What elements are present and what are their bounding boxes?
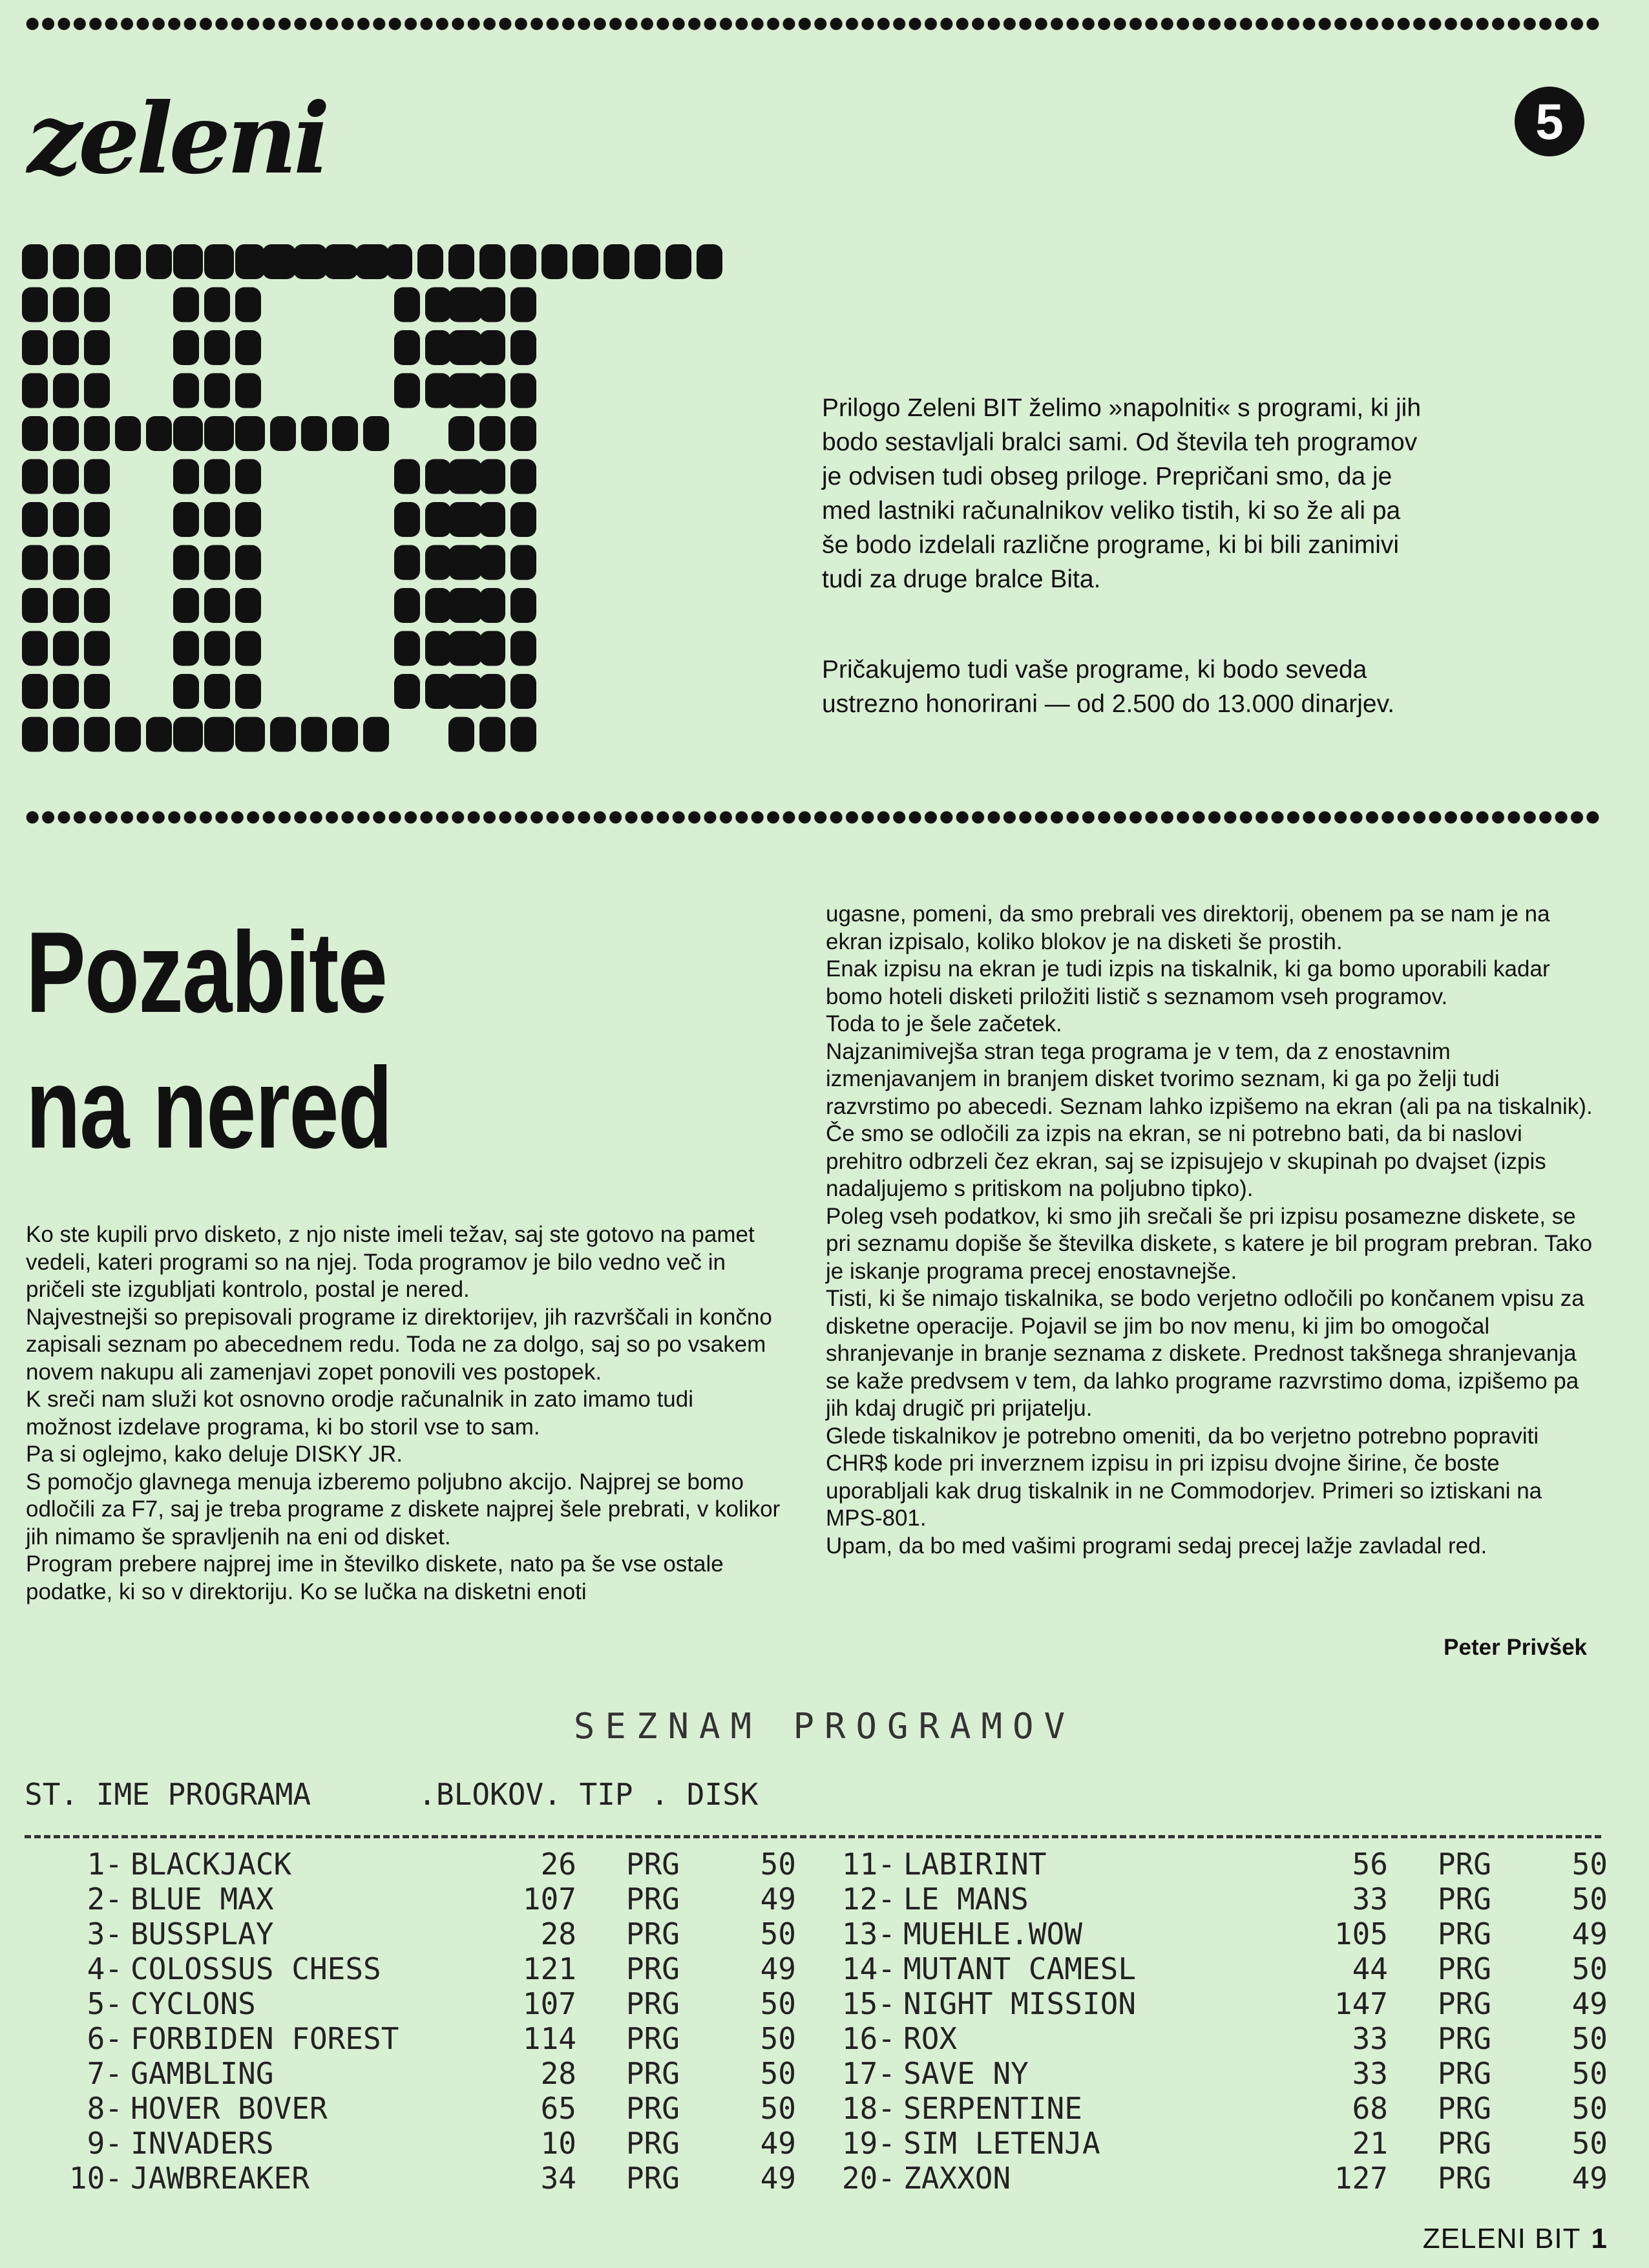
article-paragraph: Ko ste kupili prvo disketo, z njo niste imeli težav, saj ste gotovo na pamet vedeli, kateri programi so na njej. Toda programov je bilo vedno več in pričeli ste izgubljati kontrolo, postal je nered.	[26, 1222, 755, 1302]
program-blocks: 107	[522, 1986, 576, 2021]
program-blocks: 127	[1334, 2161, 1388, 2196]
program-blocks: 105	[1334, 1916, 1388, 1951]
program-blocks: 56	[1352, 1847, 1388, 1882]
program-blocks: 33	[1352, 2056, 1388, 2091]
program-tip: PRG	[1437, 1916, 1491, 1951]
program-name: BUSSPLAY	[131, 1916, 274, 1951]
program-disk: 50	[1571, 2056, 1608, 2091]
program-num: 19-	[841, 2126, 896, 2161]
program-name: ZAXXON	[903, 2161, 1011, 2196]
program-num: 10-	[68, 2161, 123, 2196]
article-author: Peter Privšek	[1444, 1635, 1587, 1660]
intro-paragraph-2: Pričakujemo tudi vaše programe, ki bodo seveda ustrezno honorirani — od 2.500 do 13.000 dinarjev.	[822, 656, 1395, 718]
program-row	[26, 2126, 796, 2161]
program-num: 16-	[841, 2021, 896, 2056]
program-num: 1-	[87, 1847, 123, 1882]
program-tip: PRG	[1437, 2056, 1491, 2091]
program-name: FORBIDEN FOREST	[131, 2021, 399, 2056]
program-blocks: 28	[540, 1916, 576, 1951]
program-num: 6-	[87, 2021, 123, 2056]
article-paragraph: Toda to je šele začetek.	[826, 1011, 1062, 1036]
program-num: 17-	[841, 2056, 896, 2091]
article-paragraph: Program prebere najprej ime in številko diskete, nato pa še vse ostale podatke, ki so v direktoriju. Ko se lučka na disketni enoti	[26, 1551, 724, 1604]
program-num: 12-	[841, 1882, 896, 1916]
program-name: COLOSSUS CHESS	[131, 1951, 381, 1986]
program-name: MUTANT CAMESL	[903, 1951, 1137, 1986]
article-paragraph: S pomočjo glavnega menuja izberemo poljubno akcijo. Najprej se bomo odločili za F7, saj je treba programe z diskete najprej šele prebrati, v kolikor jih nimamo še spravljenih na eni od disket.	[26, 1469, 781, 1549]
program-tip: PRG	[1437, 1882, 1491, 1916]
program-disk: 50	[760, 1986, 796, 2021]
program-tip: PRG	[1437, 2161, 1491, 2196]
program-name: BLACKJACK	[131, 1847, 292, 1882]
listing-header: ST. IME PROGRAMA .BLOKOV. TIP . DISK	[25, 1777, 759, 1812]
program-tip: PRG	[625, 1916, 680, 1951]
program-row	[837, 1847, 1608, 1882]
program-blocks: 114	[522, 2021, 576, 2056]
program-disk: 49	[760, 1951, 796, 1986]
program-blocks: 107	[522, 1882, 576, 1916]
program-row	[837, 2021, 1608, 2056]
article-paragraph: Najzanimivejša stran tega programa je v tem, da z enostavnim izmenjavanjem in branjem disket tvorimo seznam, ki ga po želji tudi razvrstimo po abecedi. Seznam lahko izpišemo na ekran (ali pa na tiskalnik). Če smo se odločili za izpis na ekran, se ni potrebno bati, da bi naslovi prehitro odbrzeli čez ekran, saj se izpisujejo v skupinah po dvajset (izpis nadaljujemo s pritiskom na poljubno tipko).	[826, 1038, 1593, 1201]
issue-number-badge: 5	[1515, 87, 1584, 156]
program-row	[837, 1882, 1608, 1916]
program-tip: PRG	[625, 1847, 680, 1882]
article-paragraph: K sreči nam služi kot osnovno orodje računalnik in zato imamo tudi možnost izdelave programa, ki bo storil vse to sam.	[26, 1387, 693, 1440]
program-row	[26, 1847, 796, 1882]
article-paragraph: Enak izpisu na ekran je tudi izpis na tiskalnik, ki ga bomo uporabili kadar bomo hoteli disketi priložiti listič s seznamom vseh programov.	[826, 956, 1550, 1009]
program-tip: PRG	[1437, 1847, 1491, 1882]
program-name: JAWBREAKER	[131, 2161, 310, 2196]
program-disk: 50	[760, 2021, 796, 2056]
program-disk: 50	[760, 2056, 796, 2091]
program-disk: 49	[760, 2126, 796, 2161]
program-tip: PRG	[625, 1882, 680, 1916]
program-name: SAVE NY	[903, 2056, 1029, 2091]
program-disk: 50	[1571, 1951, 1608, 1986]
program-disk: 50	[760, 2091, 796, 2126]
program-blocks: 28	[540, 2056, 576, 2091]
article-paragraph: Upam, da bo med vašimi programi sedaj precej lažje zavladal red.	[826, 1533, 1487, 1559]
program-row	[26, 2021, 796, 2056]
program-name: MUEHLE.WOW	[903, 1916, 1082, 1951]
logo-script-zeleni: zeleni	[27, 82, 327, 196]
program-blocks: 10	[540, 2126, 576, 2161]
program-row	[26, 1986, 796, 2021]
article-paragraph: Poleg vseh podatkov, ki smo jih srečali še pri izpisu posamezne diskete, se pri seznamu dopiše še številka diskete, s katere je bil program prebran. Tako je iskanje programa precej enostavnejše.	[826, 1203, 1593, 1284]
program-blocks: 21	[1352, 2126, 1388, 2161]
program-tip: PRG	[1437, 2091, 1491, 2126]
program-row	[26, 1916, 796, 1951]
program-name: HOVER BOVER	[131, 2091, 328, 2126]
program-blocks: 34	[540, 2161, 576, 2196]
article-paragraph: Glede tiskalnikov je potrebno omeniti, da bo verjetno potrebno popraviti CHR$ kode pri inverznem izpisu in pri izpisu dvojne širine, če boste uporabljali kak drug tiskalnik in ne Commodorjev. Primeri so iztiskani na MPS-801.	[826, 1423, 1542, 1531]
program-name: SIM LETENJA	[903, 2126, 1100, 2161]
program-disk: 49	[760, 2161, 796, 2196]
program-tip: PRG	[625, 2091, 680, 2126]
program-blocks: 44	[1352, 1951, 1388, 1986]
program-blocks: 26	[540, 1847, 576, 1882]
program-num: 20-	[841, 2161, 896, 2196]
program-row	[26, 1951, 796, 1986]
program-blocks: 147	[1334, 1986, 1388, 2021]
dotted-rule-top	[25, 17, 1601, 31]
program-disk: 50	[760, 1847, 796, 1882]
program-disk: 50	[760, 1916, 796, 1951]
program-list-left	[26, 1847, 796, 2196]
program-row	[26, 2161, 796, 2196]
program-disk: 50	[1571, 1882, 1608, 1916]
program-num: 11-	[841, 1847, 896, 1882]
program-row	[837, 1951, 1608, 1986]
program-disk: 50	[1571, 2091, 1608, 2126]
program-disk: 49	[1571, 1986, 1608, 2021]
dotted-rule-middle	[25, 810, 1601, 824]
program-tip: PRG	[625, 2161, 680, 2196]
program-name: LABIRINT	[903, 1847, 1047, 1882]
program-disk: 49	[1571, 1916, 1608, 1951]
program-name: SERPENTINE	[903, 2091, 1082, 2126]
footer-section-name: ZELENI BIT	[1422, 2223, 1581, 2254]
program-num: 8-	[87, 2091, 123, 2126]
program-name: CYCLONS	[131, 1986, 256, 2021]
intro-paragraph-1: Prilogo Zeleni BIT želimo »napolniti« s programi, ki jih bodo sestavljali bralci sami. Od števila teh programov je odvisen tudi obseg priloge. Prepričani smo, da je med lastniki računalnikov veliko tistih, ki so že ali pa še bodo izdelali različne programe, ki bi bili zanimivi tudi za druge bralce Bita.	[822, 394, 1422, 593]
program-row	[837, 1986, 1608, 2021]
article-column-left	[26, 1221, 783, 1606]
program-num: 18-	[841, 2091, 896, 2126]
logo-block-bit	[19, 244, 750, 761]
listing-title: SEZNAM PROGRAMOV	[573, 1706, 1076, 1747]
program-num: 4-	[87, 1951, 123, 1986]
program-name: GAMBLING	[131, 2056, 274, 2091]
article-column-right	[826, 901, 1601, 1560]
program-row	[26, 2056, 796, 2091]
program-name: LE MANS	[903, 1882, 1029, 1916]
program-tip: PRG	[1437, 1951, 1491, 1986]
article-title-line-1: Pozabite	[26, 908, 387, 1036]
program-tip: PRG	[625, 1986, 680, 2021]
program-blocks: 65	[540, 2091, 576, 2126]
program-num: 3-	[87, 1916, 123, 1951]
program-name: NIGHT MISSION	[903, 1986, 1137, 2021]
program-row	[837, 2056, 1608, 2091]
program-disk: 49	[760, 1882, 796, 1916]
article-paragraph: Pa si oglejmo, kako deluje DISKY JR.	[26, 1442, 403, 1467]
program-row	[837, 2091, 1608, 2126]
program-row	[837, 1916, 1608, 1951]
program-num: 5-	[87, 1986, 123, 2021]
program-blocks: 68	[1352, 2091, 1388, 2126]
article-paragraph: Najvestnejši so prepisovali programe iz direktorijev, jih razvrščali in končno zapisali seznam po abecednem redu. Toda ne za dolgo, saj so po vsakem novem nakupu ali zamenjavi zopet ponovili ves postopek.	[26, 1304, 772, 1385]
program-name: ROX	[903, 2021, 958, 2056]
program-blocks: 33	[1352, 1882, 1388, 1916]
program-tip: PRG	[625, 2056, 680, 2091]
program-disk: 50	[1571, 2126, 1608, 2161]
page-footer	[1423, 2223, 1608, 2255]
program-num: 14-	[841, 1951, 896, 1986]
program-row	[26, 1882, 796, 1916]
article-title	[26, 905, 429, 1176]
program-tip: PRG	[625, 1951, 680, 1986]
program-disk: 50	[1571, 1847, 1608, 1882]
program-num: 9-	[87, 2126, 123, 2161]
program-tip: PRG	[1437, 2021, 1491, 2056]
footer-page-number: 1	[1591, 2223, 1608, 2254]
program-name: INVADERS	[131, 2126, 274, 2161]
program-num: 15-	[841, 1986, 896, 2021]
program-disk: 50	[1571, 2021, 1608, 2056]
program-row	[837, 2126, 1608, 2161]
article-paragraph: Tisti, ki še nimajo tiskalnika, se bodo verjetno odločili po končanem vpisu za disketne operacije. Pojavil se jim bo nov menu, ki jim bo omogočal shranjevanje in branje seznama z diskete. Prednost takšnega shranjevanja se kaže predvsem v tem, da lahko programe razvrstimo doma, izpišemo pa jih kdaj drugič pri prijatelju.	[826, 1286, 1584, 1421]
article-paragraph: ugasne, pomeni, da smo prebrali ves direktorij, obenem pa se nam je na ekran izpisalo, koliko blokov je na disketi še prostih.	[826, 901, 1550, 954]
program-blocks: 33	[1352, 2021, 1388, 2056]
program-tip: PRG	[625, 2021, 680, 2056]
program-num: 7-	[87, 2056, 123, 2091]
program-tip: PRG	[625, 2126, 680, 2161]
program-name: BLUE MAX	[131, 1882, 274, 1916]
program-tip: PRG	[1437, 1986, 1491, 2021]
program-row	[26, 2091, 796, 2126]
program-disk: 49	[1571, 2161, 1608, 2196]
article-title-line-2: na nered	[26, 1044, 392, 1172]
program-tip: PRG	[1437, 2126, 1491, 2161]
program-list-right	[837, 1847, 1608, 2196]
program-blocks: 121	[522, 1951, 576, 1986]
program-num: 2-	[87, 1882, 123, 1916]
listing-divider	[25, 1835, 1601, 1838]
program-num: 13-	[841, 1916, 896, 1951]
program-row	[837, 2161, 1608, 2196]
